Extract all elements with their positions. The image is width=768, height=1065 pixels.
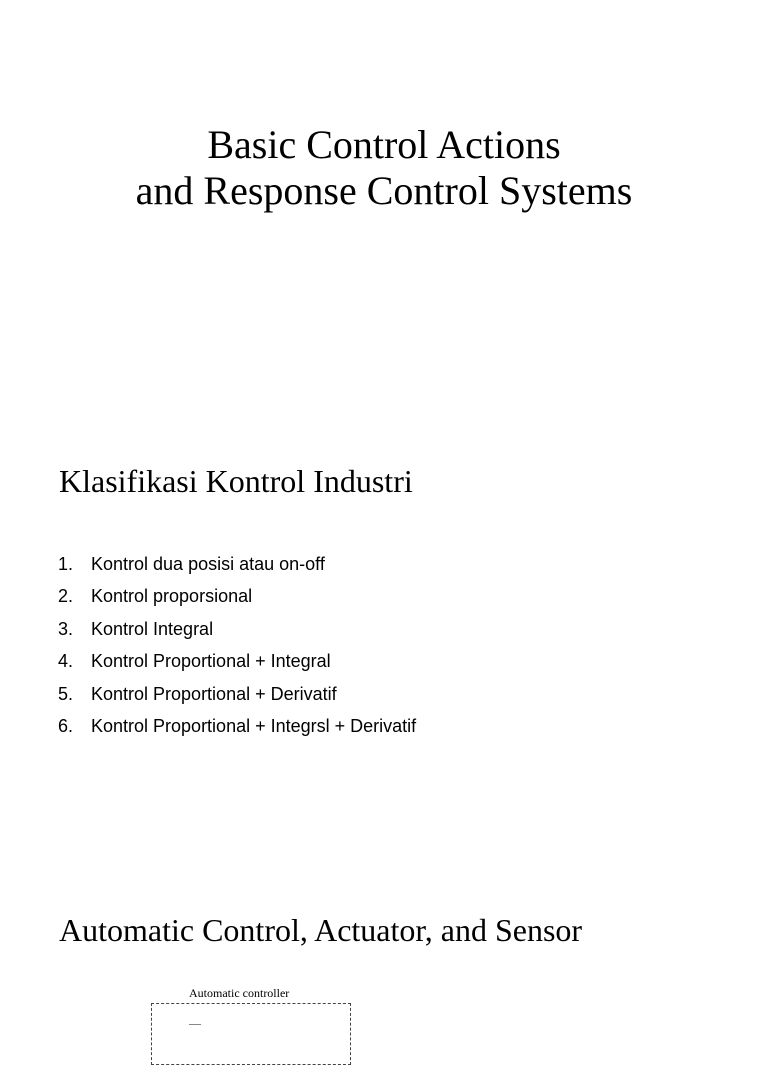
list-item xyxy=(58,645,416,677)
klasifikasi-heading: Klasifikasi Kontrol Industri xyxy=(59,463,413,499)
slide-title xyxy=(0,122,768,214)
list-item-number: 5. xyxy=(58,683,74,704)
list-item xyxy=(58,678,416,710)
list-item-label: Kontrol Proportional + Integral xyxy=(91,651,331,672)
list-item-label: Kontrol dua posisi atau on-off xyxy=(91,554,325,574)
list-item xyxy=(58,548,416,580)
list-item-number: 6. xyxy=(58,715,74,736)
list-item xyxy=(58,580,416,612)
list-item-label: Kontrol Proportional + Derivatif xyxy=(91,683,337,704)
control-type-list xyxy=(58,548,416,742)
automatic-control-heading: Automatic Control, Actuator, and Sensor xyxy=(59,912,583,948)
list-item-label: Kontrol Proportional + Integrsl + Derivatif xyxy=(91,715,417,736)
automatic-controller-caption: Automatic controller xyxy=(189,986,290,1000)
list-item-number: 2. xyxy=(58,586,74,607)
list-item-number: 1. xyxy=(58,554,74,574)
diagram-cropped-text: — xyxy=(189,1016,201,1030)
slide-title-line-2: and Response Control Systems xyxy=(135,168,633,213)
list-item-label: Kontrol Integral xyxy=(91,618,214,639)
list-item xyxy=(58,613,416,645)
list-item-number: 3. xyxy=(58,618,74,639)
list-item-label: Kontrol proporsional xyxy=(91,586,253,607)
list-item xyxy=(58,710,416,742)
list-item-number: 4. xyxy=(58,651,74,672)
slide-title-line-1: Basic Control Actions xyxy=(207,122,561,167)
automatic-controller-box xyxy=(151,1003,351,1065)
